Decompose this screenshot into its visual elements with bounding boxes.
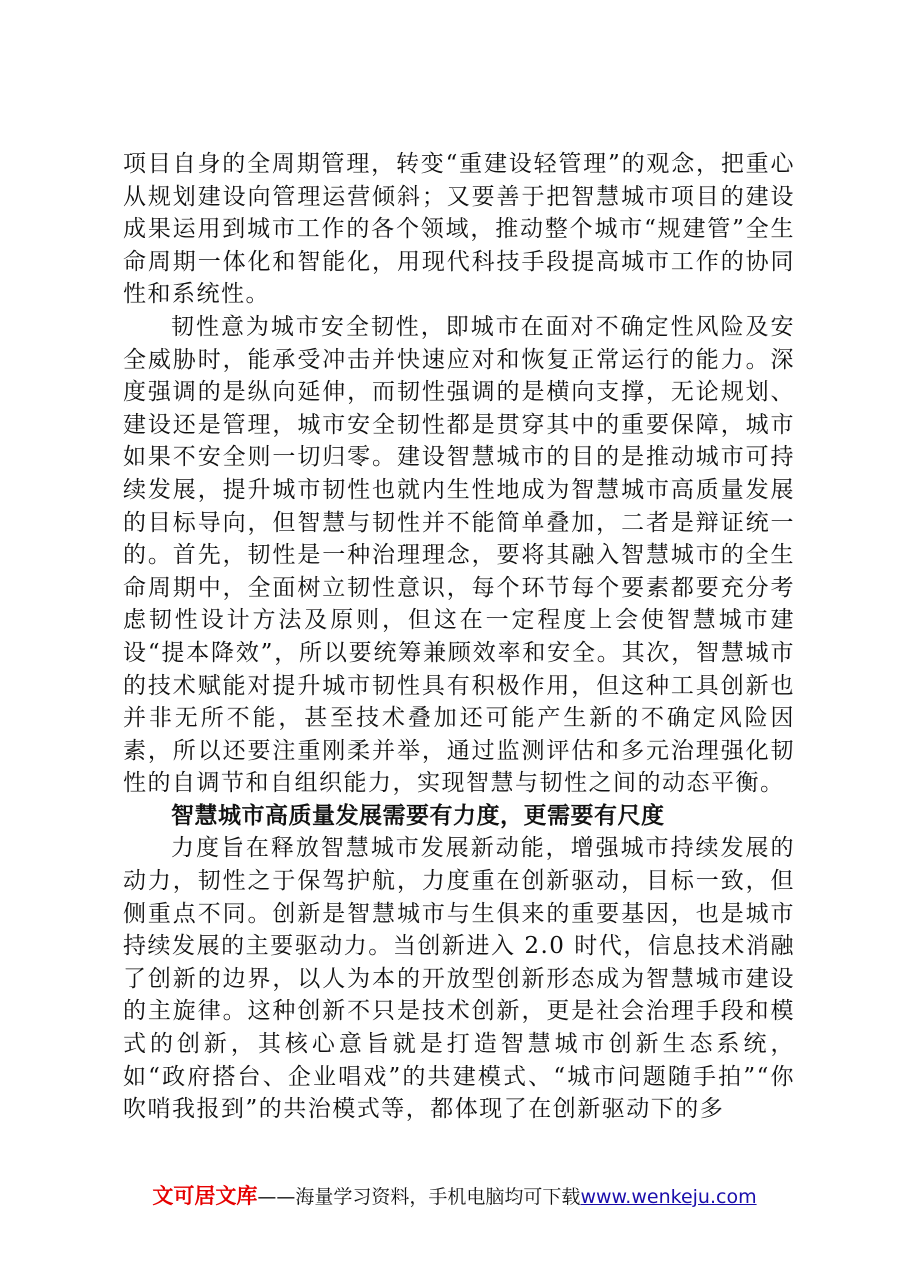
- document-body: [123, 148, 795, 1126]
- footer-banner: [0, 1180, 909, 1210]
- paragraph-continued: 项目自身的全周期管理，转变“重建设轻管理”的观念，把重心从规划建设向管理运营倾斜；又要善于把智慧城市项目的建设成果运用到城市工作的各个领域，推动整个城市“规建管”全生命周期一体化和智能化，用现代科技手段提高城市工作的协同性和系统性。: [123, 151, 795, 308]
- paragraph-resilience: 韧性意为城市安全韧性，即城市在面对不确定性风险及安全威胁时，能承受冲击并快速应对和恢复正常运行的能力。深度强调的是纵向延伸，而韧性强调的是横向支撑，无论规划、建设还是管理，城市安全韧性都是贯穿其中的重要保障，城市如果不安全则一切归零。建设智慧城市的目的是推动城市可持续发展，提升城市韧性也就内生性地成为智慧城市高质量发展的目标导向，但智慧与韧性并不能简单叠加，二者是辩证统一的。首先，韧性是一种治理理念，要将其融入智慧城市的全生命周期中，全面树立韧性意识，每个环节每个要素都要充分考虑韧性设计方法及原则，但这在一定程度上会使智慧城市建设“提本降效”，所以要统筹兼顾效率和安全。其次，智慧城市的技术赋能对提升城市韧性具有积极作用，但这种工具创新也并非无所不能，甚至技术叠加还可能产生新的不确定风险因素，所以还要注重刚柔并举，通过监测评估和多元治理强化韧性的自调节和自组织能力，实现智慧与韧性之间的动态平衡。: [123, 313, 795, 797]
- footer-brand: 文可居文库: [152, 1184, 258, 1208]
- section-heading: 智慧城市高质量发展需要有力度，更需要有尺度: [171, 802, 665, 829]
- footer-link[interactable]: www.wenkeju.com: [580, 1186, 757, 1208]
- paragraph-strength: 力度旨在释放智慧城市发展新动能，增强城市持续发展的动力，韧性之于保驾护航，力度重在创新驱动，目标一致，但侧重点不同。创新是智慧城市与生俱来的重要基因，也是城市持续发展的主要驱动力。当创新进入 2.0 时代，信息技术消融了创新的边界，以人为本的开放型创新形态成为智慧城市建设的主旋律。这种创新不只是技术创新，更是社会治理手段和模式的创新，其核心意旨就是打造智慧城市创新生态系统，如“政府搭台、企业唱戏”的共建模式、“城市问题随手拍”“你吹哨我报到”的共治模式等，都体现了在创新驱动下的多: [123, 835, 795, 1123]
- footer-tagline: ——海量学习资料，手机电脑均可下载: [257, 1186, 581, 1208]
